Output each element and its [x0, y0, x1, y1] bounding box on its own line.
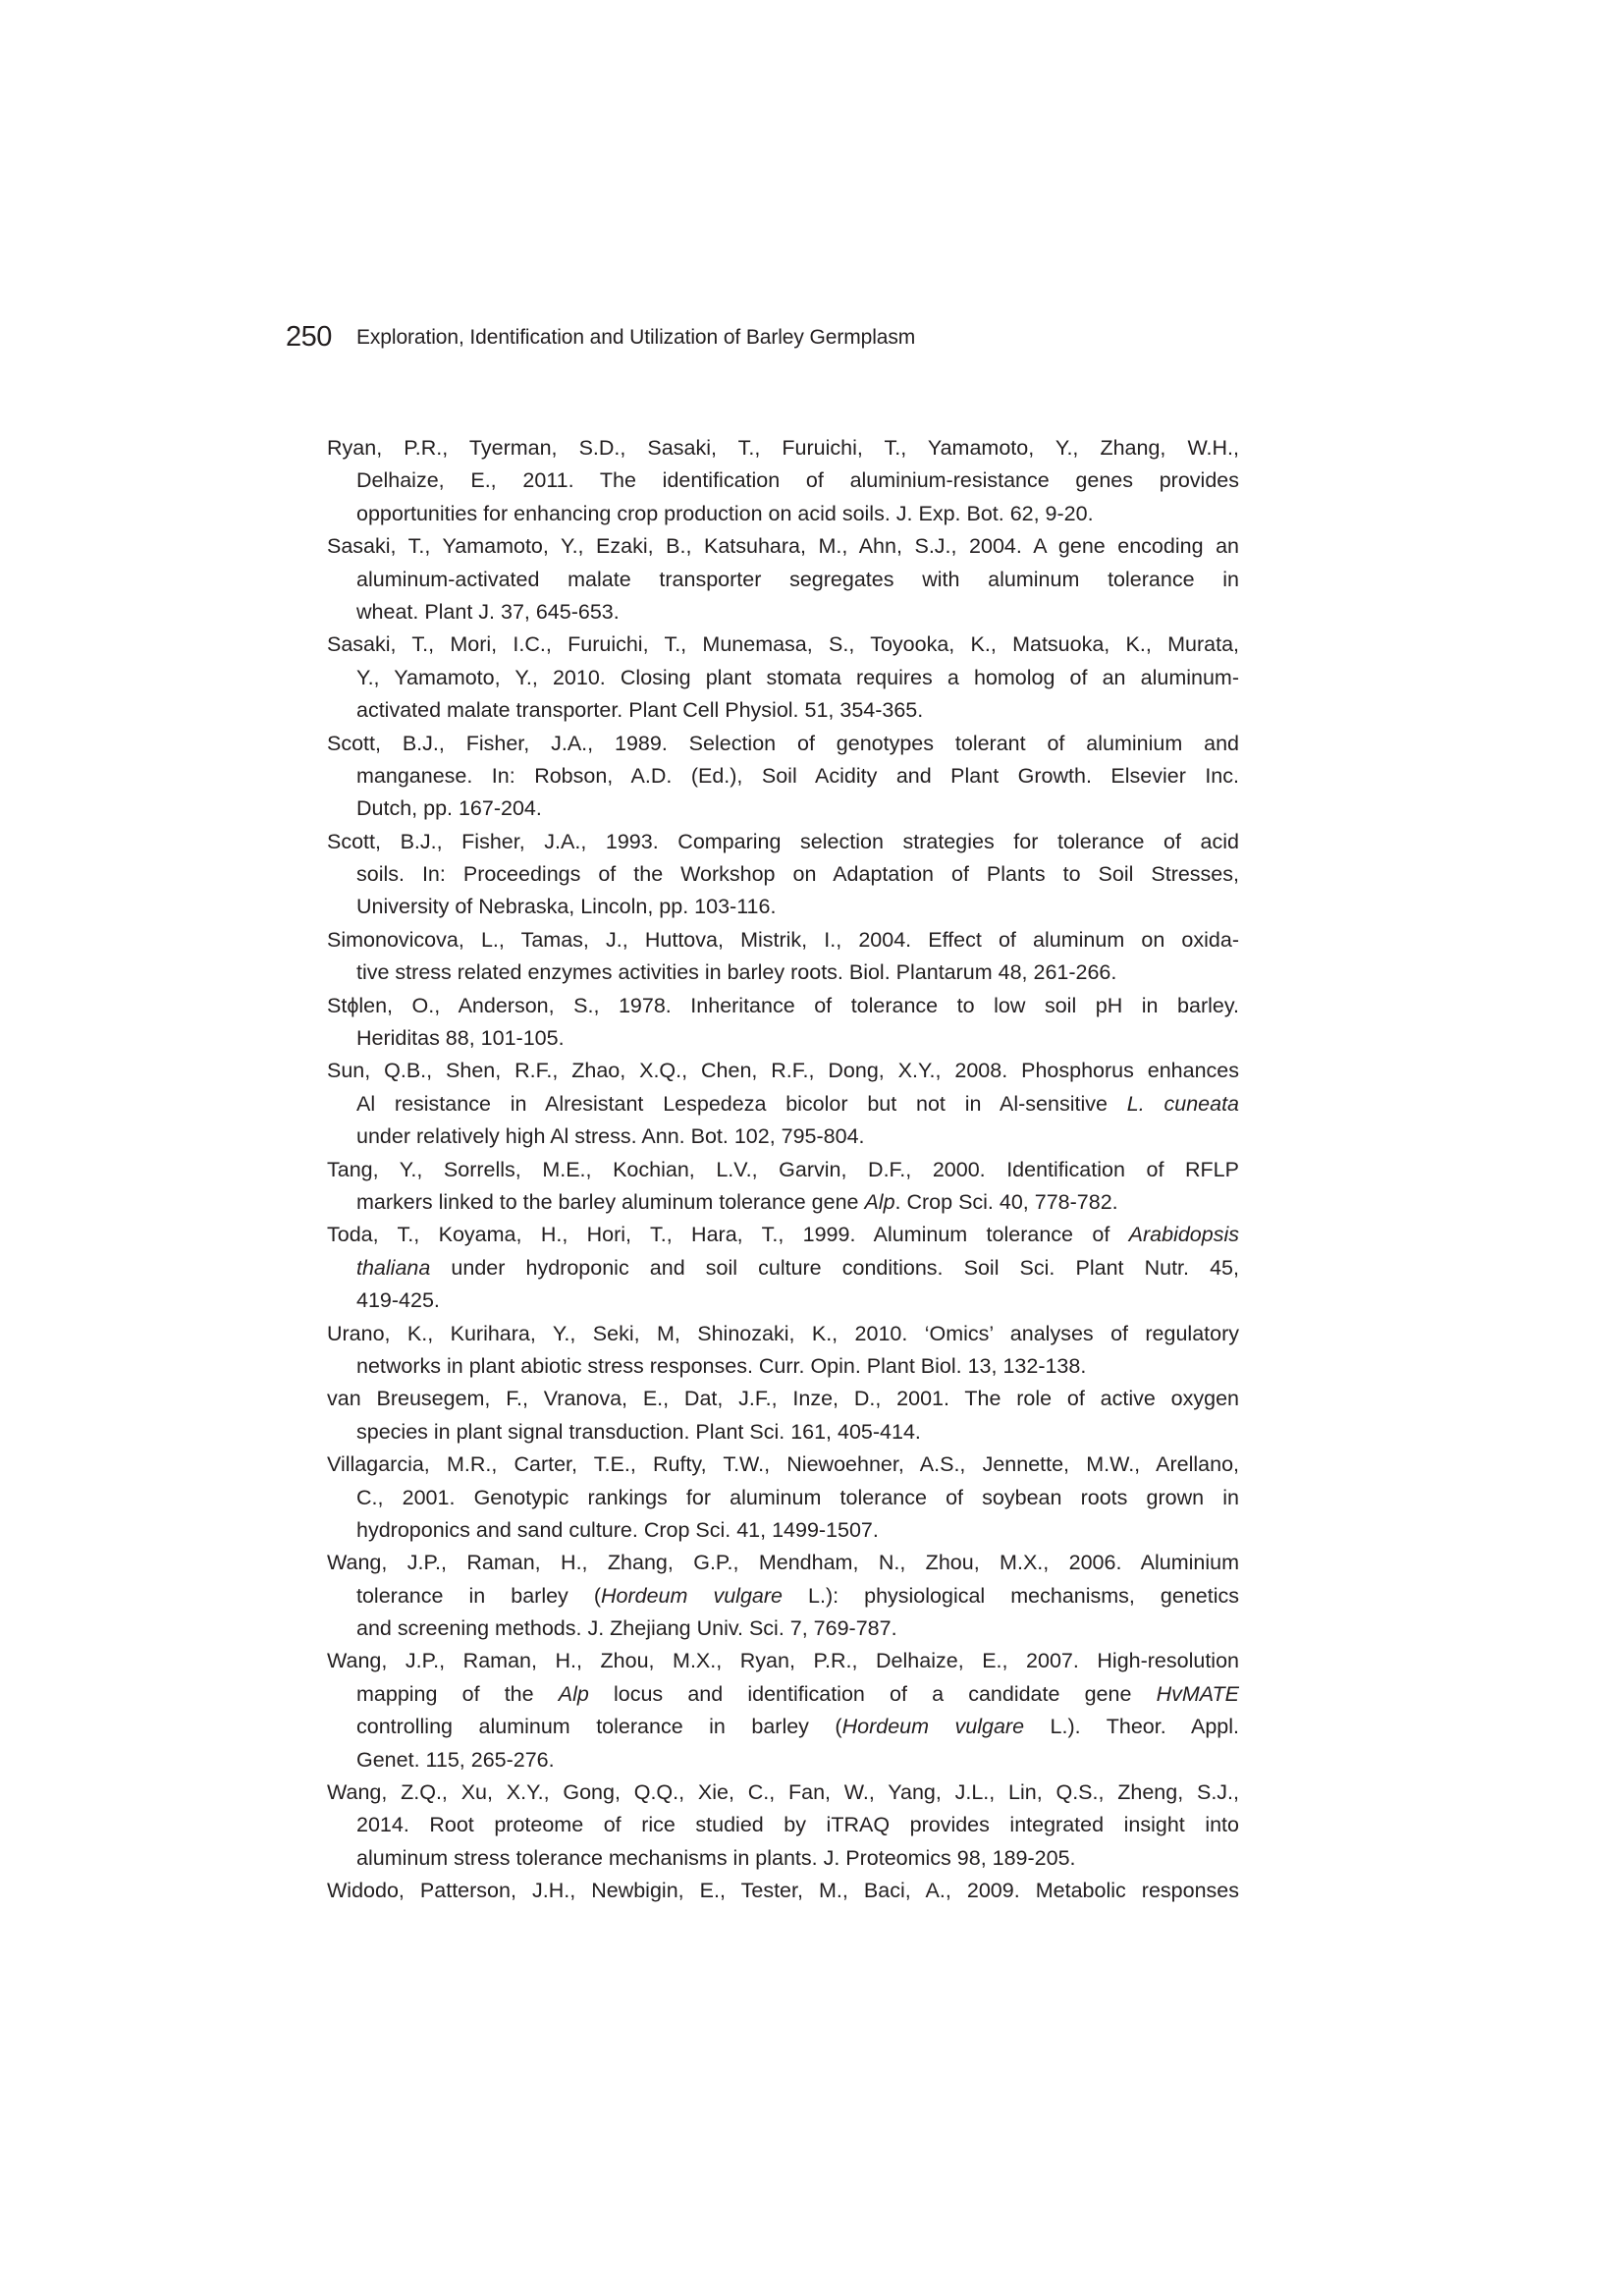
reference-line	[327, 858, 1239, 891]
reference-text: Al resistance in Alresistant Lespedeza bicolor but not in Al-sensitive	[356, 1091, 1127, 1116]
reference-text: Widodo, Patterson, J.H., Newbigin, E., Tester, M., Baci, A., 2009. Metabolic responses	[327, 1879, 1239, 1903]
reference-text: C., 2001. Genotypic rankings for aluminum tolerance of soybean roots grown in	[356, 1485, 1239, 1509]
reference-text: controlling aluminum tolerance in barley (	[356, 1715, 842, 1739]
reference-line	[327, 1285, 1239, 1317]
reference-line	[327, 530, 1239, 563]
reference-text: Tang, Y., Sorrells, M.E., Kochian, L.V., Garvin, D.F., 2000. Identification of RFLP	[327, 1157, 1239, 1181]
reference-line	[327, 1482, 1239, 1514]
reference-text: wheat. Plant J. 37, 645-653.	[356, 599, 620, 624]
reference-entry	[327, 1777, 1239, 1875]
reference-line	[327, 728, 1239, 760]
reference-line	[327, 1055, 1239, 1087]
reference-text: Scott, B.J., Fisher, J.A., 1993. Comparing selection strategies for tolerance of acid	[327, 829, 1239, 853]
reference-entry	[327, 1875, 1239, 1907]
reference-text: tolerance in barley (	[356, 1583, 601, 1608]
italic-term: Hordeum vulgare	[841, 1715, 1025, 1739]
reference-text: 419-425.	[356, 1288, 440, 1313]
reference-text: mapping of the	[356, 1681, 559, 1706]
reference-text: Y., Yamamoto, Y., 2010. Closing plant stomata requires a homolog of an aluminum-	[356, 665, 1239, 689]
reference-text: van Breusegem, F., Vranova, E., Dat, J.F., Inze, D., 2001. The role of active oxygen	[327, 1387, 1239, 1411]
reference-line	[327, 1088, 1239, 1121]
reference-text: 2014. Root proteome of rice studied by iTRAQ provides integrated insight into	[356, 1813, 1239, 1837]
reference-text: University of Nebraska, Lincoln, pp. 103-116.	[356, 895, 777, 919]
reference-line	[327, 498, 1239, 530]
reference-text: locus and identification of a candidate gene	[588, 1681, 1157, 1706]
reference-text: Genet. 115, 265-276.	[356, 1747, 555, 1772]
reference-text: Wang, Z.Q., Xu, X.Y., Gong, Q.Q., Xie, C., Fan, W., Yang, J.L., Lin, Q.S., Zheng, S.J.,	[327, 1780, 1239, 1805]
reference-text: Toda, T., Koyama, H., Hori, T., Hara, T., 1999. Aluminum tolerance of	[327, 1223, 1129, 1247]
reference-line	[327, 826, 1239, 858]
reference-entry	[327, 990, 1239, 1056]
reference-line	[327, 1318, 1239, 1350]
reference-text: Wang, J.P., Raman, H., Zhou, M.X., Ryan, P.R., Delhaize, E., 2007. High-resolution	[327, 1649, 1239, 1673]
reference-line	[327, 564, 1239, 596]
reference-text: networks in plant abiotic stress responses. Curr. Opin. Plant Biol. 13, 132-138.	[356, 1353, 1087, 1378]
reference-list	[327, 432, 1239, 1908]
reference-line	[327, 629, 1239, 661]
reference-text: under hydroponic and soil culture conditions. Soil Sci. Plant Nutr. 45,	[430, 1255, 1239, 1280]
reference-entry	[327, 826, 1239, 924]
reference-line	[327, 1154, 1239, 1186]
reference-line	[327, 662, 1239, 694]
reference-entry	[327, 924, 1239, 990]
reference-text: under relatively high Al stress. Ann. Bot. 102, 795-804.	[356, 1124, 865, 1149]
reference-line	[327, 1547, 1239, 1579]
reference-line	[327, 465, 1239, 497]
reference-text: Urano, K., Kurihara, Y., Seki, M, Shinozaki, K., 2010. ‘Omics’ analyses of regulatory	[327, 1321, 1239, 1345]
reference-line	[327, 1809, 1239, 1841]
italic-term: HvMATE	[1156, 1681, 1239, 1706]
reference-entry	[327, 530, 1239, 629]
reference-line	[327, 793, 1239, 825]
italic-term: thaliana	[356, 1255, 431, 1280]
reference-text: tive stress related enzymes activities in barley roots. Biol. Plantarum 48, 261-266.	[356, 960, 1117, 985]
reference-line	[327, 1613, 1239, 1645]
reference-text: hydroponics and sand culture. Crop Sci. 41, 1499-1507.	[356, 1517, 879, 1542]
reference-line	[327, 1121, 1239, 1153]
reference-line	[327, 1645, 1239, 1677]
reference-line	[327, 1449, 1239, 1481]
reference-text: markers linked to the barley aluminum tolerance gene	[356, 1189, 865, 1214]
reference-text: aluminum-activated malate transporter segregates with aluminum tolerance in	[356, 567, 1239, 591]
reference-text: Stϕlen, O., Anderson, S., 1978. Inheritance of tolerance to low soil pH in barley.	[327, 993, 1239, 1017]
reference-line	[327, 1383, 1239, 1415]
reference-entry	[327, 1383, 1239, 1449]
reference-text: Scott, B.J., Fisher, J.A., 1989. Selection of genotypes tolerant of aluminium and	[327, 731, 1239, 755]
reference-text: Dutch, pp. 167-204.	[356, 796, 542, 821]
italic-term: Alp	[558, 1681, 589, 1706]
italic-term: Arabidopsis	[1128, 1223, 1239, 1247]
running-title: Exploration, Identification and Utilization of Barley Germplasm	[356, 326, 916, 349]
reference-entry	[327, 629, 1239, 727]
reference-text: species in plant signal transduction. Plant Sci. 161, 405-414.	[356, 1419, 921, 1444]
italic-term: Hordeum vulgare	[601, 1583, 783, 1608]
reference-entry	[327, 1219, 1239, 1317]
reference-text: manganese. In: Robson, A.D. (Ed.), Soil Acidity and Plant Growth. Elsevier Inc.	[356, 763, 1239, 788]
reference-line	[327, 924, 1239, 957]
reference-line	[327, 1514, 1239, 1547]
italic-term: L. cuneata	[1126, 1091, 1240, 1116]
reference-entry	[327, 1318, 1239, 1384]
reference-entry	[327, 1645, 1239, 1777]
reference-text: and screening methods. J. Zhejiang Univ. Sci. 7, 769-787.	[356, 1616, 897, 1641]
reference-text: Heriditas 88, 101-105.	[356, 1026, 565, 1051]
reference-text: activated malate transporter. Plant Cell Physiol. 51, 354-365.	[356, 698, 924, 723]
reference-line	[327, 1022, 1239, 1055]
reference-entry	[327, 1055, 1239, 1153]
reference-text: opportunities for enhancing crop production on acid soils. J. Exp. Bot. 62, 9-20.	[356, 501, 1094, 525]
reference-line	[327, 1416, 1239, 1449]
reference-entry	[327, 1547, 1239, 1645]
reference-line	[327, 694, 1239, 727]
reference-line	[327, 1842, 1239, 1875]
reference-entry	[327, 1154, 1239, 1220]
reference-line	[327, 1350, 1239, 1383]
reference-entry	[327, 728, 1239, 826]
reference-text: L.). Theor. Appl.	[1024, 1715, 1240, 1739]
reference-text: Sasaki, T., Yamamoto, Y., Ezaki, B., Katsuhara, M., Ahn, S.J., 2004. A gene encoding an	[327, 534, 1239, 559]
reference-text: Sun, Q.B., Shen, R.F., Zhao, X.Q., Chen, R.F., Dong, X.Y., 2008. Phosphorus enhances	[327, 1059, 1239, 1083]
reference-line	[327, 1744, 1239, 1777]
reference-line	[327, 1252, 1239, 1285]
reference-line	[327, 1711, 1239, 1743]
reference-line	[327, 891, 1239, 923]
reference-text: soils. In: Proceedings of the Workshop on Adaptation of Plants to Soil Stresses,	[356, 862, 1239, 887]
reference-text: Delhaize, E., 2011. The identification of aluminium-resistance genes provides	[356, 468, 1239, 493]
reference-line	[327, 760, 1239, 793]
reference-line	[327, 990, 1239, 1022]
reference-line	[327, 1186, 1239, 1219]
reference-line	[327, 1580, 1239, 1613]
reference-line	[327, 1777, 1239, 1809]
reference-text: . Crop Sci. 40, 778-782.	[894, 1189, 1118, 1214]
reference-text: Wang, J.P., Raman, H., Zhang, G.P., Mendham, N., Zhou, M.X., 2006. Aluminium	[327, 1551, 1239, 1575]
reference-line	[327, 1219, 1239, 1251]
reference-line	[327, 1875, 1239, 1907]
italic-term: Alp	[864, 1189, 895, 1214]
reference-text: Ryan, P.R., Tyerman, S.D., Sasaki, T., Furuichi, T., Yamamoto, Y., Zhang, W.H.,	[327, 436, 1239, 460]
reference-entry	[327, 1449, 1239, 1547]
reference-line	[327, 1678, 1239, 1711]
reference-text: aluminum stress tolerance mechanisms in plants. J. Proteomics 98, 189-205.	[356, 1845, 1076, 1870]
reference-line	[327, 957, 1239, 989]
reference-entry	[327, 432, 1239, 530]
reference-text: Simonovicova, L., Tamas, J., Huttova, Mistrik, I., 2004. Effect of aluminum on oxida-	[327, 927, 1239, 952]
page-number: 250	[286, 321, 332, 353]
reference-line	[327, 432, 1239, 465]
reference-text: L.): physiological mechanisms, genetics	[782, 1583, 1239, 1608]
reference-line	[327, 596, 1239, 629]
reference-text: Sasaki, T., Mori, I.C., Furuichi, T., Munemasa, S., Toyooka, K., Matsuoka, K., Murata,	[327, 632, 1239, 657]
reference-text: Villagarcia, M.R., Carter, T.E., Rufty, T.W., Niewoehner, A.S., Jennette, M.W., Arellano,	[327, 1452, 1239, 1477]
